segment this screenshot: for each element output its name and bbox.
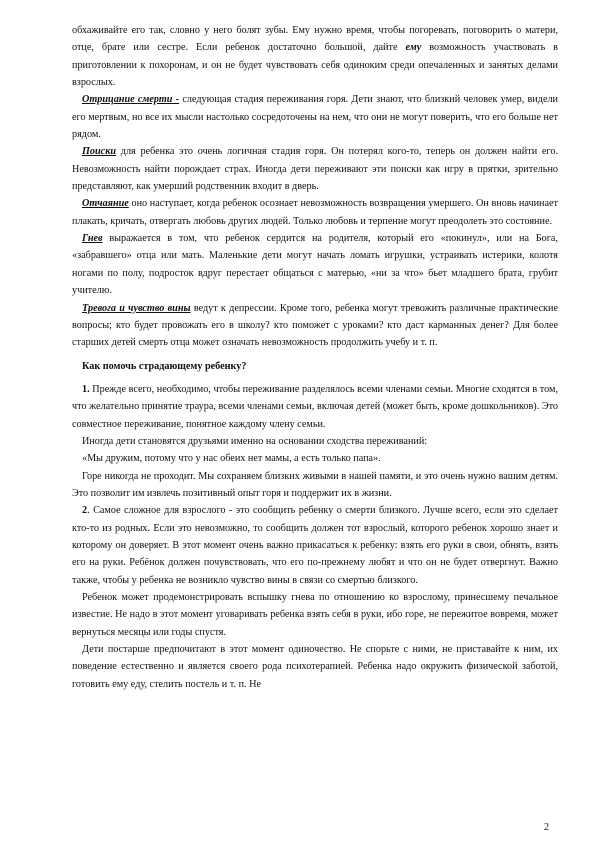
- paragraph-text: ведут к депрессии. Кроме того, ребенка могут тревожить различные практические вопросы; кто будет провожать его в школу? кто поможет с уроками? кто даст карманных денег? Для более старших детей смерть отца может означать невозможность продолжить учебу и т. п.: [72, 302, 558, 349]
- stage-term-despair: Отчаяние: [82, 198, 129, 210]
- emphasis-word: ему: [405, 42, 422, 54]
- paragraph-text: возможность участвовать в приготовлении к похоронам, и он не будет чувствовать себя одиноким среди опечаленных и занятых делами взрослых.: [72, 42, 558, 89]
- paragraph-text: оно наступает, когда ребенок осознает невозможность возвращения умершего. Он вновь начинает плакать, кричать, отвергать любовь других людей. Только любовь и терпение могут преодолеть это состояние.: [72, 198, 558, 227]
- paragraph-older-children: Дети постарше предпочитают в этот момент одиночество. Не спорьте с ними, не приставайте к ним, их поведение естественно и является своего рода психотерапией. Ребенка надо окружить физической заботой, готовить ему еду, стелить постель и т. п. Не: [72, 644, 558, 690]
- step-number: 2: [82, 505, 88, 517]
- stage-term-anger: Гнев: [82, 233, 103, 245]
- page-body: [72, 22, 558, 693]
- page-number: 2: [544, 822, 549, 833]
- paragraph-grief: Горе никогда не проходит. Мы сохраняем близких живыми в нашей памяти, и это очень нужно вашим детям. Это позволит им извлечь позитивный опыт горя и поддержит их в жизни.: [72, 470, 558, 499]
- paragraph-step-two: [72, 502, 558, 589]
- paragraph-search: [72, 143, 558, 195]
- paragraph-text: Прежде всего, необходимо, чтобы переживание разделялось всеми членами семьи. Многие сходятся в том, что желательно принятие траура, всеми членами семьи, включая детей (может быть, кроме дошкольников). Это совместное переживание, понятное каждому члену семьи.: [72, 383, 558, 430]
- paragraph-outburst: Ребенок может продемонстрировать вспышку гнева по отношению ко взрослому, принесшему печальное известие. Не надо в этот момент уговаривать ребенка взять себя в руки, ибо горе, не пережитое вовремя, может вернуться месяцы или годы спустя.: [72, 592, 558, 638]
- stage-term-search: Поиски: [82, 146, 117, 158]
- stage-term-anxiety: Тревога и чувство вины: [82, 302, 191, 314]
- step-number: 1.: [82, 383, 90, 395]
- paragraph-text: обхаживайте его так, словно у него болят зубы. Ему нужно время, чтобы погоревать, поговорить о матери, отце, брате или сестре. Если ребенок достаточно большой, дайте: [72, 25, 558, 54]
- paragraph-anxiety: [72, 300, 558, 352]
- paragraph-text: для ребенка это очень логичная стадия горя. Он потерял кого-то, теперь он должен найти его. Невозможность найти порождает страх. Иногда дети переживают эти поиски как игру в прятки, зрительно представляют, как умерший родственник входит в дверь.: [72, 146, 558, 193]
- paragraph-quote: «Мы дружим, потому что у нас обеих нет мамы, а есть только папа».: [82, 453, 381, 465]
- paragraph-text: выражается в том, что ребенок сердится на родителя, который его «покинул», или на Бога, «забравшего» отца или мать. Маленькие дети могут начать ломать игрушки, устраивать истерики, колотя ногами по полу, подросток вдруг перестает общаться с матерью, «ни за что» бьет младшего брата, грубит учителю.: [72, 233, 558, 297]
- paragraph-anger: [72, 230, 558, 299]
- stage-term-denial: Отрицание смерти -: [82, 94, 180, 106]
- paragraph-text: следующая стадия переживания горя. Дети знают, что близкий человек умер, видели его мертвым, но все их мысли настолько сосредоточены на нем, что они не могут поверить, что его больше нет рядом.: [72, 94, 558, 141]
- paragraph-friends: Иногда дети становятся друзьями именно на основании сходства переживаний:: [82, 435, 428, 447]
- paragraph-intro: [72, 22, 558, 91]
- paragraph-step-one: [72, 381, 558, 433]
- paragraph-despair: [72, 195, 558, 230]
- section-heading: Как помочь страдающему ребенку?: [82, 360, 247, 372]
- paragraph-text: . Самое сложное для взрослого - это сообщить ребенку о смерти близкого. Лучше всего, если это сделает кто-то из родных. Если это невозможно, то сообщить должен тот взрослый, которого ребенок хорошо знает и которому он доверяет. В этот момент очень важно прикасаться к ребенку: взять его руки в свои, обнять, взять его на руки. Ребёнок должен почувствовать, что его по-прежнему любят и что он не будет отвергнут. Важно также, чтобы у ребенка не возникло чувство вины в связи со смертью близкого.: [72, 505, 558, 586]
- paragraph-denial: [72, 91, 558, 143]
